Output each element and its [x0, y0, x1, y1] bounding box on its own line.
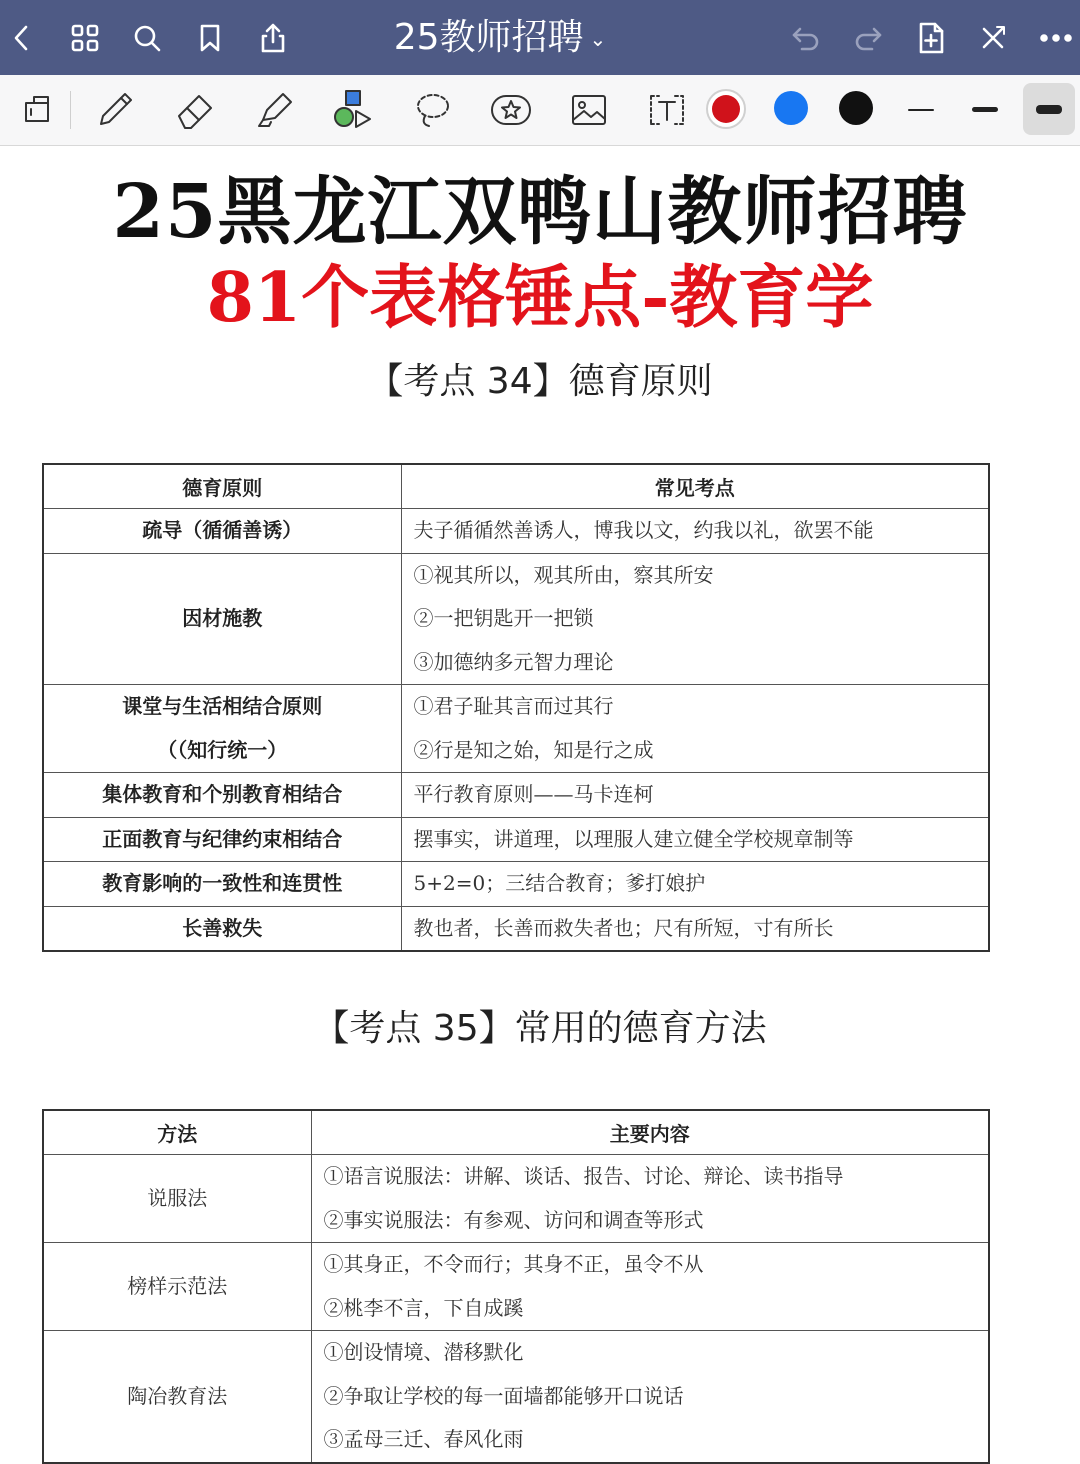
column-header: 德育原则 [43, 464, 401, 509]
table-row [43, 1155, 989, 1243]
row-value-cell [401, 817, 989, 862]
row-value-cell [401, 906, 989, 951]
row-key-text: 因材施教 [182, 606, 263, 630]
row-value-line: ②事实说服法：有参观、访问和调查等形式 [323, 1207, 704, 1232]
row-value-cell [401, 553, 989, 685]
row-value-line: ①视其所以，观其所由，察其所安 [413, 562, 714, 587]
chevron-down-icon: ⌄ [589, 27, 607, 51]
table-row [43, 553, 989, 685]
table-row [43, 906, 989, 951]
row-value-line: ①君子耻其言而过其行 [413, 694, 614, 718]
row-key-text: 疏导（循循善诱） [142, 518, 303, 542]
column-header: 方法 [43, 1110, 311, 1155]
row-value-line: ①其身正，不令而行；其身不正，虽令不从 [323, 1252, 704, 1276]
section-heading-34: 【考点 34】德育原则 [367, 361, 713, 402]
close-icon[interactable] [973, 18, 1013, 58]
row-key-text: 榜样示范法 [127, 1273, 228, 1298]
row-key-cell [43, 1331, 311, 1463]
row-value-line: 夫子循循然善诱人，博我以文，约我以礼，欲罢不能 [413, 518, 874, 542]
column-header: 主要内容 [311, 1110, 989, 1155]
page-subtitle: 81个表格锤点-教育学 [206, 258, 874, 338]
redo-icon[interactable] [848, 18, 888, 58]
medium-stroke-option[interactable] [972, 107, 998, 112]
row-value-cell [401, 509, 989, 554]
table-row [43, 509, 989, 554]
row-key-cell [43, 906, 401, 951]
table-row [43, 1243, 989, 1331]
row-key-cell [43, 1155, 311, 1243]
row-value-line: ②一把钥匙开一把锁 [413, 606, 594, 630]
read-mode-icon[interactable] [14, 87, 60, 133]
search-icon[interactable] [127, 18, 167, 58]
blue-pen-color[interactable] [774, 91, 808, 125]
row-value-cell [311, 1243, 989, 1331]
eraser-icon[interactable] [172, 87, 218, 133]
table-row [43, 862, 989, 907]
row-value-line: ①创设情境、潜移默化 [323, 1340, 524, 1364]
row-key-cell [43, 817, 401, 862]
row-key-cell [43, 773, 401, 818]
row-value-cell [401, 685, 989, 773]
sticker-icon[interactable] [488, 87, 534, 133]
row-key-text: 课堂与生活相结合原则 [122, 694, 323, 718]
moral-education-principles-table [42, 463, 990, 952]
thin-stroke-option[interactable] [908, 109, 934, 111]
document-title: 25教师招聘 [393, 17, 584, 58]
table-row [43, 773, 989, 818]
row-key-text: 说服法 [147, 1185, 208, 1210]
column-header: 常见考点 [401, 464, 989, 509]
thick-stroke-option-selected[interactable] [1023, 83, 1075, 135]
row-value-cell [401, 773, 989, 818]
row-key-cell [43, 553, 401, 685]
share-icon[interactable] [253, 18, 293, 58]
row-key-text: 集体教育和个别教育相结合 [102, 782, 343, 806]
more-icon[interactable] [1036, 18, 1076, 58]
row-value-line: ②争取让学校的每一面墙都能够开口说话 [323, 1383, 684, 1408]
image-icon[interactable] [566, 87, 612, 133]
row-value-cell [401, 862, 989, 907]
section-heading-35: 【考点 35】常用的德育方法 [313, 1008, 767, 1049]
lasso-icon[interactable] [410, 87, 456, 133]
row-key-text: （（知行统一） [157, 737, 288, 762]
row-key-text: 教育影响的一致性和连贯性 [102, 871, 343, 895]
moral-education-methods-table [42, 1109, 990, 1464]
row-value-line: 摆事实，讲道理，以理服人建立健全学校规章制等 [413, 826, 854, 851]
row-value-line: ③孟母三迁、春风化雨 [323, 1427, 524, 1451]
document-title-button[interactable] [330, 14, 670, 62]
grid-icon[interactable] [65, 18, 105, 58]
table-row [43, 1331, 989, 1463]
back-icon[interactable] [2, 18, 42, 58]
add-page-icon[interactable] [911, 18, 951, 58]
table-header-row [43, 1110, 989, 1155]
top-navigation-bar [0, 0, 1080, 75]
row-value-line: 平行教育原则——马卡连柯 [413, 782, 654, 806]
row-value-line: 教也者，长善而救失者也；尺有所短，寸有所长 [413, 915, 834, 940]
pen-icon[interactable] [92, 87, 138, 133]
row-value-line: ①语言说服法：讲解、谈话、报告、讨论、辩论、读书指导 [323, 1164, 844, 1188]
toolbar-divider [70, 91, 71, 129]
row-value-line: ②行是知之始，知是行之成 [413, 737, 654, 762]
undo-icon[interactable] [786, 18, 826, 58]
black-pen-color[interactable] [839, 91, 873, 125]
row-key-cell [43, 1243, 311, 1331]
table-row [43, 817, 989, 862]
row-key-cell [43, 509, 401, 554]
highlighter-icon[interactable] [252, 87, 298, 133]
bookmark-icon[interactable] [190, 18, 230, 58]
row-value-line: ③加德纳多元智力理论 [413, 649, 614, 674]
text-box-icon[interactable] [644, 87, 690, 133]
red-pen-color-selected[interactable] [706, 89, 746, 129]
table-row [43, 685, 989, 773]
table-header-row [43, 464, 989, 509]
row-value-cell [311, 1155, 989, 1243]
row-key-cell [43, 685, 401, 773]
row-key-text: 陶冶教育法 [127, 1383, 228, 1408]
row-key-text: 正面教育与纪律约束相结合 [102, 826, 343, 851]
page-title: 25黑龙江双鸭山教师招聘 [112, 169, 968, 255]
row-key-cell [43, 862, 401, 907]
row-value-line: ②桃李不言，下自成蹊 [323, 1295, 524, 1320]
shapes-icon[interactable] [330, 87, 376, 133]
row-value-cell [311, 1331, 989, 1463]
row-value-line: 5+2=0；三结合教育；爹打娘护 [413, 871, 706, 895]
row-key-text: 长善救失 [182, 915, 263, 940]
